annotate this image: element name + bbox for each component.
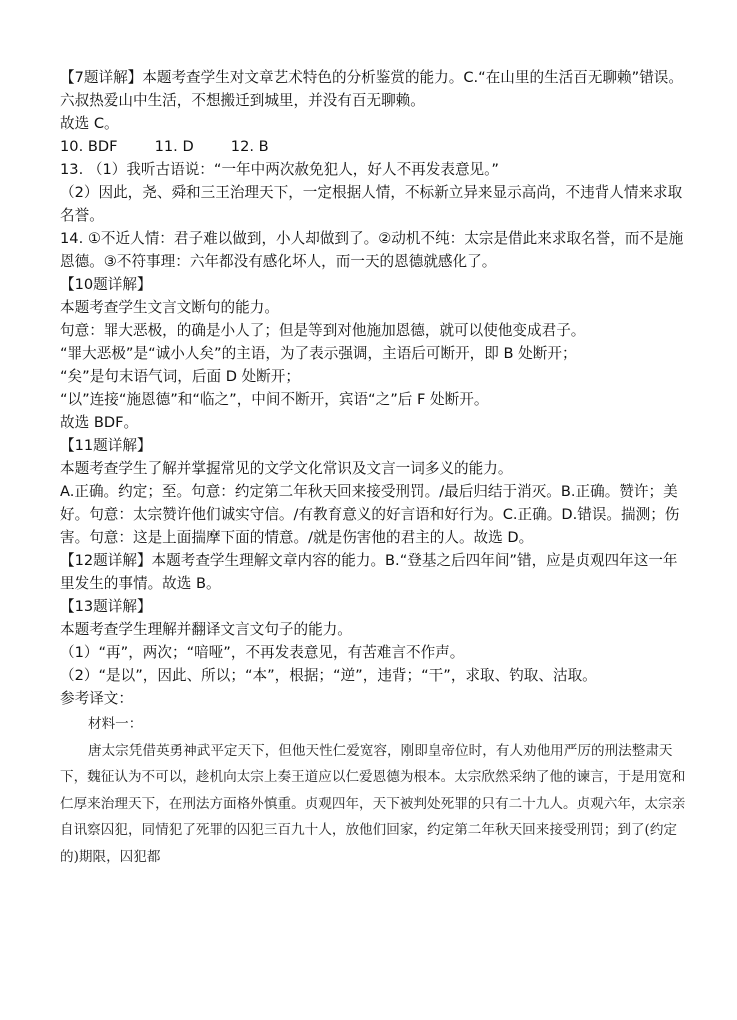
q12-explanation: 【12题详解】本题考查学生理解文章内容的能力。B.“登基之后四年间”错，应是贞观四年这一年里发生的事情。故选 B。 [60, 552, 678, 592]
q7-explanation: 【7题详解】本题考查学生对文章艺术特色的分析鉴赏的能力。C.“在山里的生活百无聊赖”错误。六叔热爱山中生活，不想搬迁到城里，并没有百无聊赖。 [60, 69, 683, 109]
document-page [60, 66, 688, 870]
q11-line-1: 本题考查学生了解并掌握常见的文学文化常识及文言一词多义的能力。 [60, 460, 513, 477]
q14-answer: 14. ①不近人情：君子难以做到，小人却做到了。②动机不纯：太宗是借此来求取名誉，而不是施恩德。③不符事理：六年都没有感化坏人，而一天的恩德就感化了。 [60, 230, 684, 270]
q13-answer-2: （2）因此，尧、舜和三王治理天下，一定根据人情，不标新立异来显示高尚，不违背人情来求取名誉。 [60, 184, 683, 224]
q10-line-5: “以”连接“施恩德”和“临之”，中间不断开，宾语“之”后 F 处断开。 [60, 391, 489, 408]
q10-heading: 【10题详解】 [60, 276, 152, 293]
material-one-paragraph: 唐太宗凭借英勇神武平定天下，但他天性仁爱宽容，刚即皇帝位时，有人劝他用严厉的刑法整肃天下，魏征认为不可以，趁机向太宗上奏王道应以仁爱恩德为根本。太宗欣然采纳了他的谏言，于是用宽和仁厚来治理天下，在刑法方面格外慎重。贞观四年，天下被判处死罪的只有二十九人。贞观六年，太宗亲自讯察囚犯，同情犯了死罪的囚犯三百九十人，放他们回家，约定第二年秋天回来接受刑罚；到了(约定的)期限，囚犯都 [60, 742, 686, 865]
q13-heading: 【13题详解】 [60, 598, 152, 615]
q11-line-2: A.正确。约定；至。句意：约定第二年秋天回来接受刑罚。/最后归结于消灭。B.正确。赞许；美好。句意：太宗赞许他们诚实守信。/有教育意义的好言语和好行为。C.正确。D.错误。揣测；伤害。句意：这是上面揣摩下面的情意。/就是伤害他的君主的人。故选 D。 [60, 483, 680, 546]
answers-10-12: 10. BDF 11. D 12. B [60, 138, 269, 155]
reference-translation-label: 参考译文： [60, 690, 133, 707]
translation-block [60, 711, 688, 870]
q11-heading: 【11题详解】 [60, 437, 152, 454]
q13-line-1: 本题考查学生理解并翻译文言文句子的能力。 [60, 621, 352, 638]
q7-answer: 故选 C。 [60, 115, 119, 132]
q13-line-3: （2）“是以”，因此、所以；“本”，根据；“逆”，违背；“干”，求取、钓取、沽取。 [60, 667, 597, 684]
q10-line-4: “矣”是句末语气词，后面 D 处断开； [60, 368, 300, 385]
q10-line-6: 故选 BDF。 [60, 414, 139, 431]
q13-line-2: （1）“再”，两次；“喑哑”，不再发表意见，有苦难言不作声。 [60, 644, 465, 661]
q13-answer-1: 13. （1）我听古语说：“一年中两次赦免犯人，好人不再发表意见。” [60, 161, 499, 178]
material-one-label: 材料一： [88, 716, 143, 732]
q10-line-2: 句意：罪大恶极，的确是小人了；但是等到对他施加恩德，就可以使他变成君子。 [60, 322, 586, 339]
q10-line-3: “罪大恶极”是“诚小人矣”的主语，为了表示强调，主语后可断开，即 B 处断开； [60, 345, 577, 362]
q10-line-1: 本题考查学生文言文断句的能力。 [60, 299, 279, 316]
